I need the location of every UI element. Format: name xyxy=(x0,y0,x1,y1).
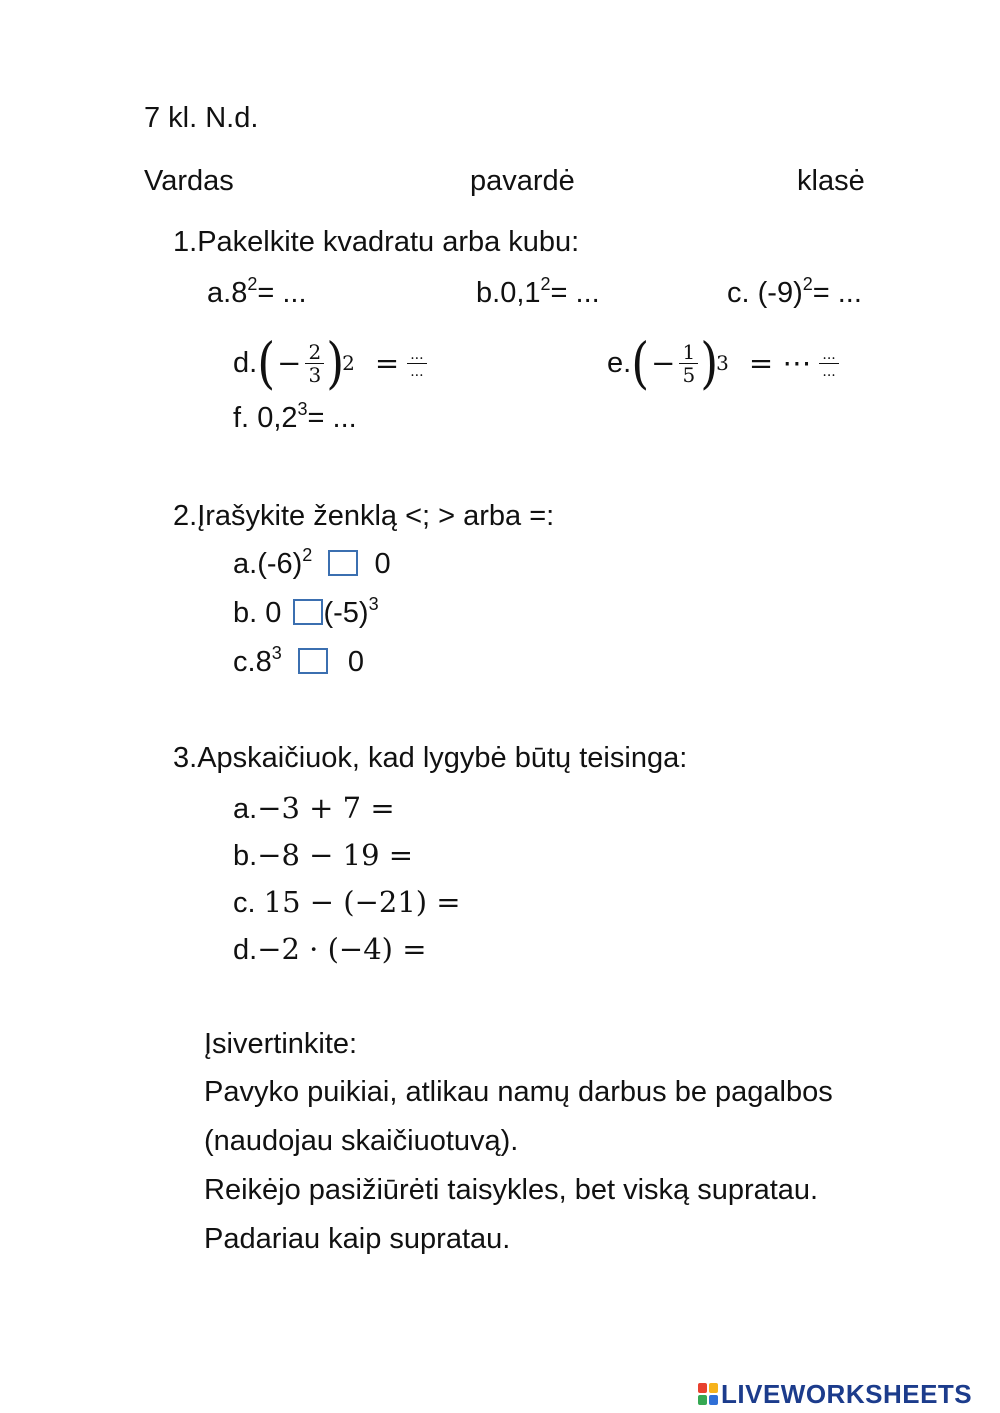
left-operand: 0 xyxy=(265,597,282,629)
denominator: 5 xyxy=(682,362,696,387)
task1-number: 1. xyxy=(173,226,198,258)
expression: −3 + 7 = xyxy=(257,791,395,825)
item-label: f. xyxy=(233,402,250,434)
exponent: 3 xyxy=(271,643,282,663)
right-operand: (-5) xyxy=(323,597,369,629)
task3-heading xyxy=(173,740,687,776)
task1-item-b xyxy=(476,275,600,311)
right-operand: 0 xyxy=(347,646,364,678)
left-paren: ( xyxy=(257,330,276,396)
task1-instruction: Pakelkite kvadratu arba kubu: xyxy=(197,226,580,258)
task3-number: 3. xyxy=(173,742,198,774)
equals-sign: = ⋯ xyxy=(748,346,812,380)
comparison-answer-box[interactable] xyxy=(293,599,323,625)
answer-fraction xyxy=(819,347,838,380)
logo-square xyxy=(698,1383,707,1393)
answer-blank: = ... xyxy=(550,277,600,309)
task2-number: 2. xyxy=(173,500,198,532)
item-label: a. xyxy=(207,277,232,309)
task3-instruction: Apskaičiuok, kad lygybė būtų teisinga: xyxy=(197,742,688,774)
self-assessment-option: Padariau kaip supratau. xyxy=(204,1223,511,1255)
task3-item xyxy=(233,837,413,874)
fraction xyxy=(679,341,698,386)
denominator: 3 xyxy=(308,362,322,387)
class-label: klasė xyxy=(797,165,865,197)
comparison-answer-box[interactable] xyxy=(298,648,328,674)
base: 8 xyxy=(231,277,248,309)
self-assessment-option-continued: (naudojau skaičiuotuvą). xyxy=(204,1125,519,1157)
item-label: b. xyxy=(233,840,258,872)
self-assessment-heading: Įsivertinkite: xyxy=(204,1028,358,1060)
exponent: 2 xyxy=(302,545,313,565)
liveworksheets-logo xyxy=(698,1380,972,1408)
surname-label: pavardė xyxy=(470,165,575,197)
task2-item-b xyxy=(233,595,379,631)
minus-sign: − xyxy=(651,346,676,380)
answer-blank: = ... xyxy=(812,277,862,309)
task2-instruction: Įrašykite ženklą <; > arba =: xyxy=(197,500,555,532)
base: 0,1 xyxy=(500,277,541,309)
fraction xyxy=(305,341,324,386)
task2-item-c xyxy=(233,644,364,680)
item-label: b. xyxy=(476,277,501,309)
task1-item-f xyxy=(233,400,357,436)
task1-item-d: d. ( − $\frac{2}{3}$ ) 2 = $\frac{...}{...}$ xyxy=(233,330,429,396)
task3-item xyxy=(233,790,395,827)
task3-item xyxy=(233,931,427,968)
logo-square xyxy=(709,1395,718,1405)
base: 0,2 xyxy=(257,402,298,434)
minus-sign: − xyxy=(277,346,302,380)
logo-text: LIVEWORKSHEETS xyxy=(721,1378,973,1409)
expression: −2 · (−4) = xyxy=(257,932,427,966)
name-label: Vardas xyxy=(144,165,234,197)
answer-numerator-blank: ... xyxy=(819,347,838,364)
task2-item-a xyxy=(233,546,391,582)
item-label: d. xyxy=(233,347,258,379)
item-label: c. xyxy=(233,646,256,678)
expression: 15 − (−21) = xyxy=(263,885,461,919)
answer-numerator-blank: ... xyxy=(407,347,426,364)
item-label: c. xyxy=(727,277,750,309)
exponent: 3 xyxy=(297,399,308,419)
exponent: 2 xyxy=(540,274,551,294)
answer-fraction xyxy=(407,347,426,380)
item-label: b. xyxy=(233,597,258,629)
right-paren: ) xyxy=(326,330,345,396)
logo-mark-icon xyxy=(698,1383,718,1405)
numerator: 1 xyxy=(679,341,698,364)
task1-item-e: e. ( − $\frac{1}{5}$ ) 3 = ⋯ $\frac{...}{...}$ xyxy=(607,330,841,396)
task1-heading xyxy=(173,224,579,260)
right-operand: 0 xyxy=(374,548,391,580)
self-assessment-option: Reikėjo pasižiūrėti taisykles, bet viską supratau. xyxy=(204,1174,819,1206)
comparison-answer-box[interactable] xyxy=(328,550,358,576)
item-label: d. xyxy=(233,934,258,966)
task3-item xyxy=(233,884,461,921)
item-label: c. xyxy=(233,887,256,919)
logo-square xyxy=(709,1383,718,1393)
expression: −8 − 19 = xyxy=(257,838,414,872)
answer-denominator-blank: ... xyxy=(410,363,424,380)
base: (-9) xyxy=(757,277,803,309)
self-assessment-option: Pavyko puikiai, atlikau namų darbus be pagalbos xyxy=(204,1076,833,1108)
answer-blank: = ... xyxy=(307,402,357,434)
equals-sign: = xyxy=(374,346,400,380)
item-label: e. xyxy=(607,347,632,379)
left-paren: ( xyxy=(631,330,650,396)
exponent: 2 xyxy=(247,274,258,294)
numerator: 2 xyxy=(305,341,324,364)
exponent: 3 xyxy=(368,594,379,614)
task2-heading xyxy=(173,498,554,534)
right-paren: ) xyxy=(700,330,719,396)
item-label: a. xyxy=(233,548,258,580)
exponent: 2 xyxy=(802,274,813,294)
logo-square xyxy=(698,1395,707,1405)
worksheet-title: 7 kl. N.d. xyxy=(144,102,259,134)
task1-item-a xyxy=(207,275,307,311)
task1-item-c xyxy=(727,275,862,311)
answer-blank: = ... xyxy=(257,277,307,309)
left-operand: (-6) xyxy=(257,548,303,580)
item-label: a. xyxy=(233,793,258,825)
answer-denominator-blank: ... xyxy=(822,363,836,380)
left-operand: 8 xyxy=(255,646,272,678)
